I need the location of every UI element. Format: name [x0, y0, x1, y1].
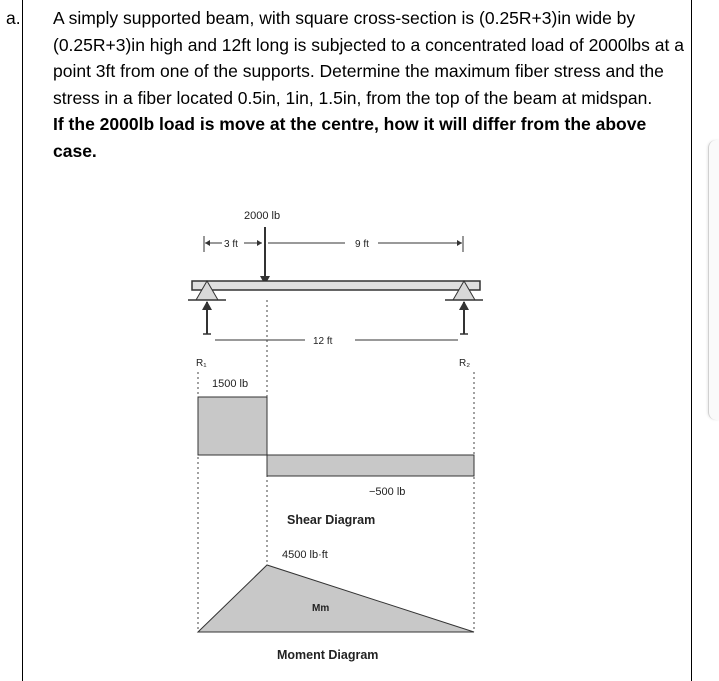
moment-max-label: 4500 lb·ft	[282, 549, 328, 561]
reaction-right-label: R₂	[459, 358, 471, 369]
span-label: 12 ft	[313, 336, 333, 347]
shear-positive-block	[198, 397, 267, 455]
shear-title: Shear Diagram	[287, 513, 376, 527]
dim-label-9ft: 9 ft	[355, 239, 369, 250]
question-letter: a.	[6, 8, 21, 28]
beam	[192, 281, 480, 290]
moment-title: Moment Diagram	[277, 648, 379, 662]
question-followup: If the 2000lb load is move at the centre, how it will differ from the above case.	[53, 114, 647, 161]
shear-negative-block	[267, 455, 474, 476]
shear-positive-label: 1500 lb	[212, 378, 249, 390]
load-label: 2000 lb	[244, 210, 281, 222]
moment-symbol: Mm	[312, 603, 330, 614]
left-reaction-arrowhead	[202, 301, 212, 310]
reaction-left-label: R₁	[196, 358, 207, 369]
shear-negative-label: −500 lb	[369, 486, 406, 498]
right-reaction-arrowhead	[459, 301, 469, 310]
question-body: A simply supported beam, with square cross-section is (0.25R+3)in wide by (0.25R+3)in high and 12ft long is subjected to a concentrated load of 2000lbs at a point 3ft from one of the supports. Determine the maximum fiber stress and the stress in a fiber located 0.5in, 1in, 1.5in, from the top of the beam at midspan.	[53, 8, 684, 108]
dim-label-3ft: 3 ft	[224, 239, 238, 250]
dim-arrow-left	[205, 240, 210, 246]
dim-arrow-right	[457, 240, 462, 246]
dim-arrow-3ft-right	[257, 240, 262, 246]
moment-triangle	[198, 565, 474, 632]
